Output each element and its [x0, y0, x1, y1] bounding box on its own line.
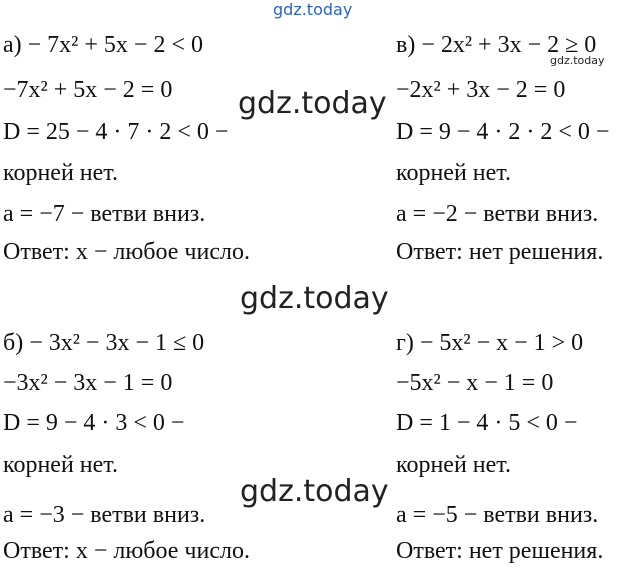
answer: Ответ: x − любое число. [3, 239, 250, 265]
discriminant: D = 25 − 4 · 7 · 2 < 0 − [3, 119, 229, 145]
discriminant: D = 9 − 4 · 3 < 0 − [3, 410, 185, 436]
watermark-large: gdz.today [238, 86, 387, 121]
watermark-large: gdz.today [240, 281, 389, 316]
answer: Ответ: x − любое число. [3, 538, 250, 564]
discriminant: D = 9 − 4 · 2 · 2 < 0 − [396, 119, 610, 145]
roots-note: корней нет. [396, 160, 511, 186]
watermark-small: gdz.today [550, 54, 605, 67]
answer: Ответ: нет решения. [396, 239, 604, 265]
watermark-top: gdz.today [273, 0, 353, 19]
branches-note: a = −2 − ветви вниз. [396, 201, 599, 227]
inequality: б) − 3x² − 3x − 1 ≤ 0 [3, 330, 205, 356]
inequality: г) − 5x² − x − 1 > 0 [396, 330, 584, 356]
answer: Ответ: нет решения. [396, 538, 604, 564]
discriminant: D = 1 − 4 · 5 < 0 − [396, 410, 578, 436]
branches-note: a = −5 − ветви вниз. [396, 502, 599, 528]
equation: −7x² + 5x − 2 = 0 [3, 77, 173, 103]
equation: −5x² − x − 1 = 0 [396, 370, 554, 396]
roots-note: корней нет. [3, 160, 118, 186]
branches-note: a = −7 − ветви вниз. [3, 201, 206, 227]
equation: −2x² + 3x − 2 = 0 [396, 77, 566, 103]
equation: −3x² − 3x − 1 = 0 [3, 370, 173, 396]
inequality: а) − 7x² + 5x − 2 < 0 [3, 32, 203, 58]
inequality: в) − 2x² + 3x − 2 ≥ 0 [396, 32, 597, 58]
roots-note: корней нет. [3, 452, 118, 478]
branches-note: a = −3 − ветви вниз. [3, 502, 206, 528]
watermark-large: gdz.today [240, 474, 389, 509]
roots-note: корней нет. [396, 452, 511, 478]
